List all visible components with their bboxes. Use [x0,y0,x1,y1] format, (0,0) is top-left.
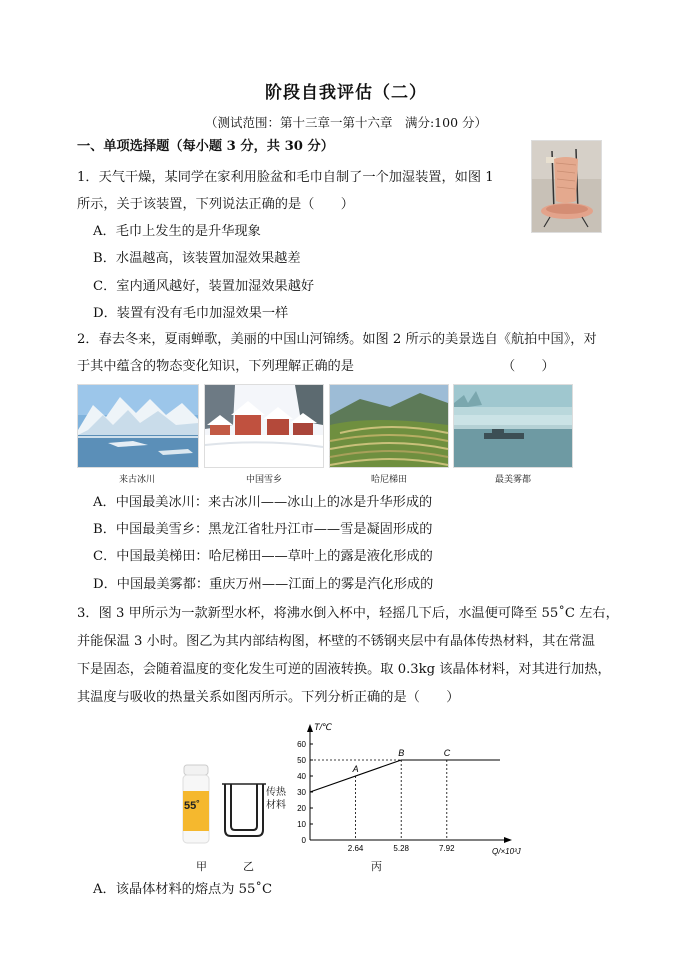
q1-option-b: B．水温越高，该装置加湿效果越差 [93,251,301,266]
material-label-line2: 材料 [266,800,286,811]
point-label-c: C [443,748,451,758]
point-label-a: A [352,764,359,774]
series-line [310,760,500,792]
glacier-photo [77,384,199,468]
q3-option-a: A．该晶体材料的熔点为 55˚C [93,882,273,897]
y-tick-label: 40 [297,772,306,781]
q1-text-line1: 1．天气干燥，某同学在家利用脸盆和毛巾自制了一个加湿装置，如图 1 [77,170,494,185]
cup-temperature-label: 55˚ [184,800,200,812]
q1-option-c: C．室内通风越好，装置加湿效果越好 [93,279,315,294]
material-label-line1: 传热 [266,787,286,798]
y-axis-label: T/℃ [314,722,333,732]
q2-option-d: D．中国最美雾都：重庆万州——江面上的雾是汽化形成的 [93,577,434,592]
q1-option-a: A．毛巾上发生的是升华现象 [93,224,261,239]
page-subtitle: （测试范围：第十三章一第十六章 满分:100 分） [204,115,488,130]
x-tick-label: 5.28 [393,844,409,853]
section-heading: 一、单项选择题（每小题 3 分，共 30 分） [77,139,334,154]
y-tick-label: 20 [297,804,306,813]
snow-village-photo [204,384,324,468]
cup-cross-section [222,782,266,838]
y-tick-label: 30 [297,788,306,797]
terraces-photo [329,384,449,468]
fog-city-photo [453,384,573,468]
humidifier-photo [531,140,602,233]
y-tick-label: 50 [297,756,306,765]
q2-answer-paren: （ ） [502,359,555,374]
x-axis-label: Q/×10³J [492,847,521,856]
q3-text-line1: 3．图 3 甲所示为一款新型水杯，将沸水倒入杯中，轻摇几下后，水温便可降至 55˚C 左右， [77,606,619,621]
x-axis-arrow [504,837,512,843]
q1-text-line2: 所示，关于该装置，下列说法正确的是（ ） [77,197,354,212]
page-title: 阶段自我评估（二） [265,83,427,103]
fig-label-yi: 乙 [243,860,254,873]
y-tick-label: 10 [297,820,306,829]
fig-label-bing: 丙 [371,860,382,873]
fig-label-jia: 甲 [196,860,207,873]
q2-option-a: A．中国最美冰川：来古冰川——冰山上的冰是升华形成的 [93,495,433,510]
caption-snow-village: 中国雪乡 [245,475,282,485]
q3-text-line3: 下是固态，会随着温度的变化发生可逆的固液转换。取 0.3kg 该晶体材料，对其进行加热， [77,662,611,677]
q2-text-line2: 于其中蕴含的物态变化知识，下列理解正确的是 [77,359,354,374]
caption-terraces: 哈尼梯田 [370,475,407,485]
x-tick-label: 2.64 [347,844,364,853]
caption-glacier: 来古冰川 [118,475,155,485]
q2-option-c: C．中国最美梯田：哈尼梯田——草叶上的露是液化形成的 [93,549,433,564]
q3-text-line4: 其温度与吸收的热量关系如图丙所示。下列分析正确的是（ ） [77,690,460,705]
q1-option-d: D．装置有没有毛巾加湿效果一样 [93,306,289,321]
y-axis-arrow [307,724,313,732]
y-tick-label: 60 [297,740,306,749]
origin-label: 0 [301,836,306,845]
temperature-heat-chart [282,712,521,860]
x-tick-label: 7.92 [439,844,455,853]
q2-option-b: B．中国最美雪乡：黑龙江省牡丹江市——雪是凝固形成的 [93,522,433,537]
point-label-b: B [398,748,405,758]
q2-text-line1: 2．春去冬来，夏雨蝉歌，美丽的中国山河锦绣。如图 2 所示的美景选自《航拍中国》，对 [77,332,597,347]
q3-text-line2: 并能保温 3 小时。图乙为其内部结构图，杯壁的不锈钢夹层中有晶体传热材料，其在常温 [77,634,595,649]
caption-fog-city: 最美雾都 [494,475,531,485]
